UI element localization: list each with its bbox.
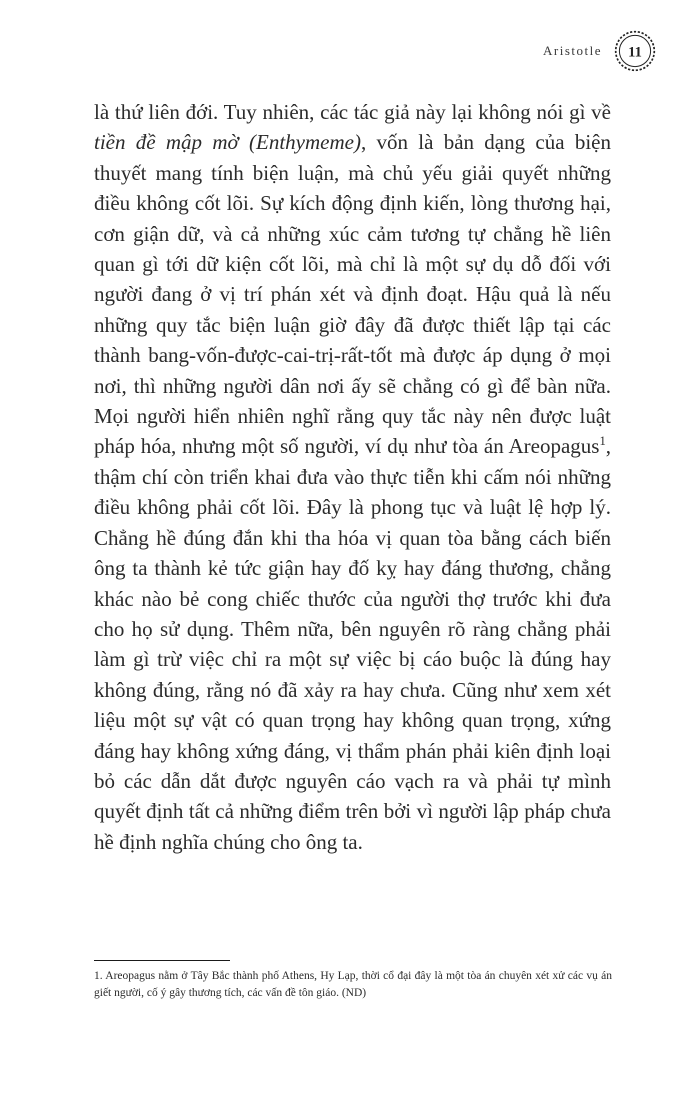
text-segment-normal: là thứ liên đới. Tuy nhiên, các tác giả này lại không nói gì về xyxy=(94,100,611,124)
page-number: 11 xyxy=(628,44,642,61)
footnote-block xyxy=(94,960,612,1001)
text-segment-normal: , thậm chí còn triển khai đưa vào thực tiễn khi cấm nói những điều không phải cốt lõi. Đây là phong tục và luật lệ hợp lý. Chẳng hề đúng đắn khi tha hóa vị quan tòa bằng cách biến ông ta thành kẻ tức giận hay đố kỵ hay đáng thương, chẳng khác nào bẻ cong chiếc thước của người thợ trước khi đưa cho họ sử dụng. Thêm nữa, bên nguyên rõ ràng chẳng phải làm gì trừ việc chỉ ra một sự việc bị cáo buộc là đúng hay không đúng, rằng nó đã xảy ra hay chưa. Cũng như xem xét liệu một sự vật có quan trọng hay không quan trọng, xứng đáng hay không xứng đáng, vị thẩm phán phải kiên định loại bỏ các dẫn dắt được nguyên cáo vạch ra và phải tự mình quyết định tất cả những điểm trên bởi vì người lập pháp chưa hề định nghĩa chúng cho ông ta. xyxy=(94,434,611,854)
author-running-head: Aristotle xyxy=(543,43,602,58)
page-header xyxy=(543,30,656,72)
text-segment-normal: , vốn là bản dạng của biện thuyết mang tính biện luận, mà chủ yếu giải quyết những điều không cốt lõi. Sự kích động định kiến, lòng thương hại, cơn giận dữ, và cả những xúc cảm tương tự chẳng hề liên quan gì tới dữ kiện cốt lõi, mà chỉ là một sự dụ dỗ đối với người đang ở vị trí phán xét và định đoạt. Hậu quả là nếu những quy tắc biện luận giờ đây đã được thiết lập tại các thành bang-vốn-được-cai-trị-rất-tốt mà được áp dụng ở mọi nơi, thì những người dân nơi ấy sẽ chẳng có gì để bàn nữa. Mọi người hiển nhiên nghĩ rằng quy tắc này nên được luật pháp hóa, nhưng một số người, ví dụ như tòa án Areopagus xyxy=(94,130,611,459)
text-segment-sup: 1 xyxy=(599,434,606,449)
footnote-text: 1. Areopagus nằm ở Tây Bắc thành phố Athens, Hy Lạp, thời cổ đại đây là một tòa án chuyên xét xử các vụ án giết người, cố ý gây thương tích, các vấn đề tôn giáo. (ND) xyxy=(94,970,612,999)
body-paragraph xyxy=(94,97,611,857)
footnote-separator xyxy=(94,960,230,961)
page-number-emblem-icon xyxy=(614,30,656,72)
text-segment-italic: tiền đề mập mờ (Enthymeme) xyxy=(94,130,361,155)
